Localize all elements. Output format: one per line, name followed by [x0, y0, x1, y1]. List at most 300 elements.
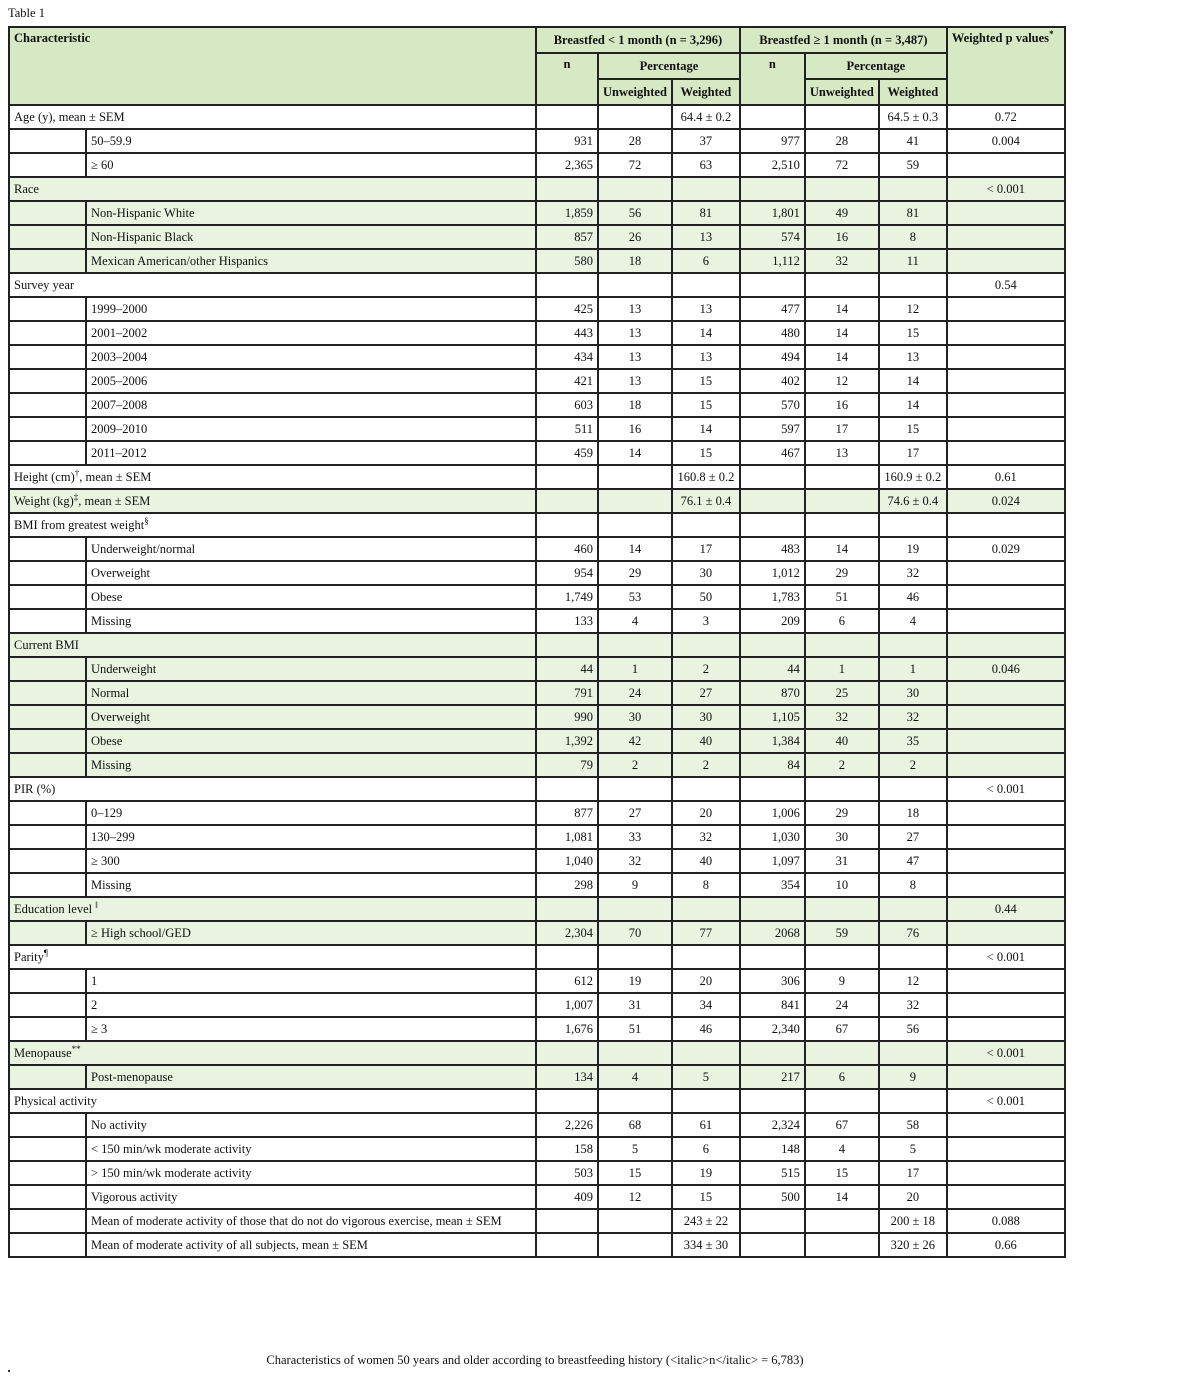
cell-weighted: 20: [672, 969, 740, 993]
table-row: [9, 537, 1065, 561]
cell-weighted: 20: [879, 1185, 947, 1209]
cell-unweighted: 28: [805, 129, 879, 153]
cell-unweighted: 26: [598, 225, 672, 249]
table-row: [9, 1137, 1065, 1161]
table-row: [9, 801, 1065, 825]
cell-pvalue: [947, 225, 1065, 249]
indent-cell: [9, 921, 86, 945]
cell-n: [740, 897, 805, 921]
cell-unweighted: 30: [598, 705, 672, 729]
table-row: [9, 105, 1065, 129]
cell-weighted: 15: [672, 369, 740, 393]
cell-n: 460: [536, 537, 598, 561]
row-label: 1: [86, 969, 536, 993]
indent-cell: [9, 201, 86, 225]
cell-pvalue: [947, 417, 1065, 441]
cell-n: [740, 513, 805, 537]
cell-unweighted: 13: [805, 441, 879, 465]
cell-pvalue: [947, 1065, 1065, 1089]
table-row: [9, 921, 1065, 945]
cell-n: 791: [536, 681, 598, 705]
cell-unweighted: 4: [598, 609, 672, 633]
cell-n: 84: [740, 753, 805, 777]
cell-pvalue: [947, 345, 1065, 369]
cell-n: 133: [536, 609, 598, 633]
row-label: 2009–2010: [86, 417, 536, 441]
cell-n: [740, 105, 805, 129]
cell-unweighted: [598, 513, 672, 537]
cell-pvalue: 0.088: [947, 1209, 1065, 1233]
cell-unweighted: 14: [805, 1185, 879, 1209]
row-label: ≥ 60: [86, 153, 536, 177]
cell-weighted: 74.6 ± 0.4: [879, 489, 947, 513]
cell-pvalue: [947, 1185, 1065, 1209]
cell-weighted: 59: [879, 153, 947, 177]
cell-unweighted: [805, 465, 879, 489]
indent-cell: [9, 825, 86, 849]
header-weighted-ge1: Weighted: [879, 79, 947, 105]
cell-weighted: 8: [879, 225, 947, 249]
table-row: [9, 129, 1065, 153]
cell-unweighted: 31: [598, 993, 672, 1017]
table-row: [9, 513, 1065, 537]
row-label: Age (y), mean ± SEM: [9, 105, 536, 129]
indent-cell: [9, 873, 86, 897]
cell-n: 870: [740, 681, 805, 705]
cell-pvalue: < 0.001: [947, 1089, 1065, 1113]
cell-weighted: 40: [672, 849, 740, 873]
indent-cell: [9, 153, 86, 177]
row-label: 2005–2006: [86, 369, 536, 393]
cell-pvalue: [947, 1161, 1065, 1185]
row-label: ≥ High school/GED: [86, 921, 536, 945]
cell-unweighted: 4: [598, 1065, 672, 1089]
cell-pvalue: [947, 705, 1065, 729]
cell-n: 857: [536, 225, 598, 249]
cell-weighted: [879, 777, 947, 801]
cell-n: 1,783: [740, 585, 805, 609]
cell-unweighted: 1: [598, 657, 672, 681]
indent-cell: [9, 657, 86, 681]
row-label: Overweight: [86, 561, 536, 585]
row-label: < 150 min/wk moderate activity: [86, 1137, 536, 1161]
cell-n: 511: [536, 417, 598, 441]
table-row: [9, 561, 1065, 585]
cell-weighted: 81: [672, 201, 740, 225]
indent-cell: [9, 993, 86, 1017]
cell-pvalue: [947, 1113, 1065, 1137]
header-weighted-lt1: Weighted: [672, 79, 740, 105]
table-row: [9, 465, 1065, 489]
cell-pvalue: [947, 921, 1065, 945]
table-row: [9, 705, 1065, 729]
cell-weighted: 200 ± 18: [879, 1209, 947, 1233]
cell-unweighted: 2: [805, 753, 879, 777]
table-row: [9, 633, 1065, 657]
table-row: [9, 729, 1065, 753]
row-label: Normal: [86, 681, 536, 705]
table-row: [9, 273, 1065, 297]
cell-unweighted: 14: [805, 345, 879, 369]
cell-weighted: [672, 633, 740, 657]
cell-unweighted: [598, 1089, 672, 1113]
row-label: Missing: [86, 873, 536, 897]
cell-weighted: [672, 1041, 740, 1065]
table-caption: Table 1: [8, 6, 45, 20]
cell-unweighted: 18: [598, 249, 672, 273]
indent-cell: [9, 297, 86, 321]
cell-weighted: 30: [879, 681, 947, 705]
cell-n: 2,340: [740, 1017, 805, 1041]
cell-n: 597: [740, 417, 805, 441]
cell-weighted: [672, 513, 740, 537]
cell-unweighted: [805, 177, 879, 201]
cell-weighted: 15: [879, 321, 947, 345]
cell-n: 990: [536, 705, 598, 729]
cell-unweighted: 70: [598, 921, 672, 945]
cell-n: 612: [536, 969, 598, 993]
cell-unweighted: 6: [805, 1065, 879, 1089]
header-unweighted-ge1: Unweighted: [805, 79, 879, 105]
row-label: Race: [9, 177, 536, 201]
cell-n: [536, 1233, 598, 1257]
cell-n: [740, 1041, 805, 1065]
cell-unweighted: 17: [805, 417, 879, 441]
table-row: [9, 873, 1065, 897]
cell-n: [536, 1209, 598, 1233]
indent-cell: [9, 705, 86, 729]
row-label: ≥ 3: [86, 1017, 536, 1041]
cell-weighted: 12: [879, 297, 947, 321]
cell-weighted: 64.4 ± 0.2: [672, 105, 740, 129]
cell-n: 931: [536, 129, 598, 153]
cell-pvalue: 0.54: [947, 273, 1065, 297]
cell-unweighted: 67: [805, 1113, 879, 1137]
cell-weighted: 46: [672, 1017, 740, 1041]
cell-n: 580: [536, 249, 598, 273]
table-row: [9, 393, 1065, 417]
cell-unweighted: [805, 1089, 879, 1113]
table-row: [9, 297, 1065, 321]
cell-weighted: 5: [672, 1065, 740, 1089]
cell-pvalue: [947, 561, 1065, 585]
cell-weighted: 8: [672, 873, 740, 897]
table-row: [9, 201, 1065, 225]
cell-unweighted: [598, 465, 672, 489]
cell-n: 977: [740, 129, 805, 153]
cell-n: [740, 465, 805, 489]
cell-pvalue: [947, 609, 1065, 633]
cell-unweighted: 12: [598, 1185, 672, 1209]
cell-n: 1,112: [740, 249, 805, 273]
table-row: [9, 1089, 1065, 1113]
cell-unweighted: 49: [805, 201, 879, 225]
cell-n: 402: [740, 369, 805, 393]
cell-unweighted: 16: [805, 225, 879, 249]
cell-unweighted: 25: [805, 681, 879, 705]
cell-n: [740, 945, 805, 969]
cell-weighted: [672, 897, 740, 921]
cell-weighted: [879, 177, 947, 201]
cell-n: 1,040: [536, 849, 598, 873]
cell-n: 1,392: [536, 729, 598, 753]
cell-pvalue: 0.66: [947, 1233, 1065, 1257]
cell-n: [536, 177, 598, 201]
cell-n: [740, 177, 805, 201]
row-label: 2003–2004: [86, 345, 536, 369]
cell-weighted: 40: [672, 729, 740, 753]
cell-unweighted: 4: [805, 1137, 879, 1161]
cell-n: 148: [740, 1137, 805, 1161]
cell-unweighted: [598, 777, 672, 801]
cell-weighted: 58: [879, 1113, 947, 1137]
cell-unweighted: 32: [805, 705, 879, 729]
cell-unweighted: [805, 1209, 879, 1233]
indent-cell: [9, 681, 86, 705]
cell-weighted: 50: [672, 585, 740, 609]
cell-unweighted: [598, 1041, 672, 1065]
cell-weighted: 76.1 ± 0.4: [672, 489, 740, 513]
cell-pvalue: [947, 681, 1065, 705]
cell-n: [536, 777, 598, 801]
cell-pvalue: [947, 369, 1065, 393]
cell-n: 2,304: [536, 921, 598, 945]
cell-pvalue: [947, 729, 1065, 753]
cell-n: [536, 489, 598, 513]
table-footnote: Characteristics of women 50 years and older according to breastfeeding history (<italic>n</italic> = 6,783): [266, 1353, 804, 1367]
header-group-ge1: Breastfed ≥ 1 month (n = 3,487): [740, 27, 947, 53]
cell-n: 306: [740, 969, 805, 993]
cell-unweighted: 14: [805, 537, 879, 561]
cell-unweighted: 19: [598, 969, 672, 993]
cell-weighted: 32: [672, 825, 740, 849]
cell-weighted: 12: [879, 969, 947, 993]
indent-cell: [9, 393, 86, 417]
table-row: [9, 321, 1065, 345]
cell-weighted: 160.9 ± 0.2: [879, 465, 947, 489]
cell-weighted: [879, 897, 947, 921]
table-row: [9, 1017, 1065, 1041]
cell-n: 494: [740, 345, 805, 369]
row-label: Post-menopause: [86, 1065, 536, 1089]
indent-cell: [9, 849, 86, 873]
header-n-lt1: n: [536, 53, 598, 105]
cell-unweighted: 32: [805, 249, 879, 273]
cell-pvalue: 0.44: [947, 897, 1065, 921]
cell-unweighted: 14: [598, 537, 672, 561]
cell-unweighted: 6: [805, 609, 879, 633]
cell-weighted: [879, 1041, 947, 1065]
cell-unweighted: 27: [598, 801, 672, 825]
cell-n: 443: [536, 321, 598, 345]
table-row: [9, 249, 1065, 273]
cell-weighted: 27: [672, 681, 740, 705]
cell-unweighted: [598, 177, 672, 201]
table-row: [9, 945, 1065, 969]
row-label: 2001–2002: [86, 321, 536, 345]
cell-n: 467: [740, 441, 805, 465]
cell-unweighted: 29: [598, 561, 672, 585]
cell-unweighted: 42: [598, 729, 672, 753]
row-label: Underweight/normal: [86, 537, 536, 561]
cell-unweighted: 15: [805, 1161, 879, 1185]
row-label: > 150 min/wk moderate activity: [86, 1161, 536, 1185]
cell-weighted: [672, 945, 740, 969]
cell-pvalue: 0.046: [947, 657, 1065, 681]
cell-n: 459: [536, 441, 598, 465]
cell-n: [536, 945, 598, 969]
cell-pvalue: [947, 1017, 1065, 1041]
cell-weighted: 11: [879, 249, 947, 273]
cell-unweighted: [805, 1233, 879, 1257]
cell-weighted: 46: [879, 585, 947, 609]
cell-unweighted: 14: [598, 441, 672, 465]
cell-unweighted: [805, 489, 879, 513]
cell-pvalue: [947, 825, 1065, 849]
cell-weighted: 32: [879, 705, 947, 729]
cell-unweighted: 30: [805, 825, 879, 849]
cell-pvalue: [947, 849, 1065, 873]
cell-weighted: 32: [879, 561, 947, 585]
cell-pvalue: < 0.001: [947, 945, 1065, 969]
cell-weighted: 15: [879, 417, 947, 441]
cell-unweighted: 28: [598, 129, 672, 153]
cell-pvalue: [947, 153, 1065, 177]
cell-pvalue: [947, 393, 1065, 417]
table-row: [9, 753, 1065, 777]
cell-unweighted: [805, 945, 879, 969]
cell-weighted: 15: [672, 393, 740, 417]
cell-weighted: [879, 1089, 947, 1113]
cell-unweighted: [805, 105, 879, 129]
cell-n: 1,007: [536, 993, 598, 1017]
cell-weighted: 14: [879, 369, 947, 393]
cell-n: [536, 897, 598, 921]
cell-weighted: 35: [879, 729, 947, 753]
cell-weighted: 4: [879, 609, 947, 633]
row-label: Obese: [86, 729, 536, 753]
cell-n: 79: [536, 753, 598, 777]
cell-n: 877: [536, 801, 598, 825]
cell-n: 477: [740, 297, 805, 321]
row-label: Overweight: [86, 705, 536, 729]
row-label: Underweight: [86, 657, 536, 681]
header-percentage-lt1: Percentage: [598, 53, 740, 79]
cell-weighted: 8: [879, 873, 947, 897]
cell-n: 1,097: [740, 849, 805, 873]
cell-weighted: 2: [879, 753, 947, 777]
cell-pvalue: [947, 297, 1065, 321]
cell-weighted: 9: [879, 1065, 947, 1089]
cell-pvalue: [947, 801, 1065, 825]
cell-weighted: 77: [672, 921, 740, 945]
cell-unweighted: 1: [805, 657, 879, 681]
cell-pvalue: < 0.001: [947, 177, 1065, 201]
table-row: [9, 1113, 1065, 1137]
cell-n: 2068: [740, 921, 805, 945]
cell-weighted: 37: [672, 129, 740, 153]
cell-weighted: [672, 273, 740, 297]
cell-weighted: 13: [879, 345, 947, 369]
cell-unweighted: [805, 1041, 879, 1065]
cell-unweighted: 13: [598, 321, 672, 345]
row-label: Current BMI: [9, 633, 536, 657]
cell-n: [740, 777, 805, 801]
cell-weighted: 1: [879, 657, 947, 681]
indent-cell: [9, 801, 86, 825]
cell-unweighted: 16: [805, 393, 879, 417]
cell-pvalue: [947, 969, 1065, 993]
cell-n: [536, 465, 598, 489]
cell-weighted: 2: [672, 753, 740, 777]
cell-weighted: 19: [879, 537, 947, 561]
cell-unweighted: 68: [598, 1113, 672, 1137]
indent-cell: [9, 537, 86, 561]
indent-cell: [9, 129, 86, 153]
table-row: [9, 777, 1065, 801]
row-label: 2: [86, 993, 536, 1017]
row-label: Non-Hispanic White: [86, 201, 536, 225]
cell-n: 354: [740, 873, 805, 897]
cell-pvalue: [947, 441, 1065, 465]
cell-weighted: 32: [879, 993, 947, 1017]
cell-weighted: 243 ± 22: [672, 1209, 740, 1233]
cell-unweighted: 13: [598, 345, 672, 369]
stray-dot: [8, 1370, 10, 1372]
cell-pvalue: 0.72: [947, 105, 1065, 129]
cell-pvalue: [947, 1137, 1065, 1161]
table-row: [9, 849, 1065, 873]
header-unweighted-lt1: Unweighted: [598, 79, 672, 105]
cell-n: 1,859: [536, 201, 598, 225]
table-row: [9, 897, 1065, 921]
cell-n: 209: [740, 609, 805, 633]
cell-weighted: 41: [879, 129, 947, 153]
indent-cell: [9, 321, 86, 345]
cell-n: 217: [740, 1065, 805, 1089]
cell-unweighted: [805, 777, 879, 801]
cell-n: 1,030: [740, 825, 805, 849]
cell-unweighted: 51: [805, 585, 879, 609]
cell-n: [740, 1209, 805, 1233]
cell-unweighted: 67: [805, 1017, 879, 1041]
table-row: [9, 1209, 1065, 1233]
cell-unweighted: 72: [805, 153, 879, 177]
cell-weighted: 19: [672, 1161, 740, 1185]
cell-pvalue: 0.004: [947, 129, 1065, 153]
cell-weighted: [672, 1089, 740, 1113]
table-row: [9, 177, 1065, 201]
cell-unweighted: [598, 1209, 672, 1233]
cell-n: 1,801: [740, 201, 805, 225]
cell-n: 1,105: [740, 705, 805, 729]
cell-pvalue: < 0.001: [947, 1041, 1065, 1065]
cell-unweighted: 24: [805, 993, 879, 1017]
cell-unweighted: 72: [598, 153, 672, 177]
cell-n: 2,226: [536, 1113, 598, 1137]
cell-weighted: [879, 633, 947, 657]
indent-cell: [9, 1161, 86, 1185]
cell-unweighted: 10: [805, 873, 879, 897]
row-label: Missing: [86, 609, 536, 633]
indent-cell: [9, 1065, 86, 1089]
indent-cell: [9, 609, 86, 633]
cell-n: [536, 513, 598, 537]
row-label: Education level ‖: [9, 897, 536, 921]
row-label: Survey year: [9, 273, 536, 297]
cell-unweighted: 9: [805, 969, 879, 993]
cell-n: 409: [536, 1185, 598, 1209]
